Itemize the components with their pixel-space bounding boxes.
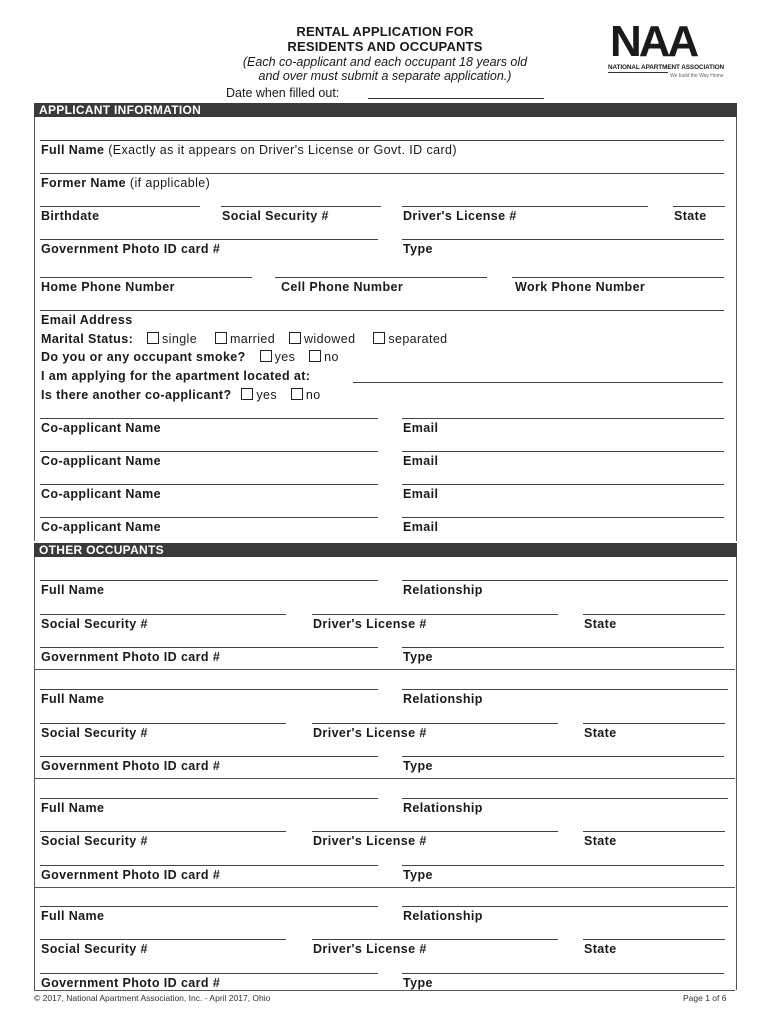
occupant-state-label: State bbox=[584, 726, 617, 740]
occupant-gov-id-label: Government Photo ID card # bbox=[41, 650, 221, 664]
work-phone-label: Work Phone Number bbox=[515, 280, 646, 294]
occupant-divider bbox=[34, 778, 735, 779]
home-phone-field[interactable] bbox=[40, 277, 252, 278]
occupant-dl-label: Driver's License # bbox=[313, 726, 427, 740]
coapplicant-yes-label: yes bbox=[256, 388, 278, 402]
form-title-line-1: RENTAL APPLICATION FOR bbox=[296, 24, 474, 39]
coapplicant-no-checkbox[interactable] bbox=[291, 388, 303, 400]
coapplicant-email-label: Email bbox=[403, 421, 439, 435]
occupant-dl-field[interactable] bbox=[312, 614, 558, 615]
apartment-label: I am applying for the apartment located at: bbox=[41, 369, 311, 383]
coapplicant-question-row bbox=[41, 388, 331, 402]
coapplicant-name-label: Co-applicant Name bbox=[41, 520, 162, 534]
occupant-divider bbox=[34, 887, 735, 888]
occupant-full-name-label: Full Name bbox=[41, 692, 105, 706]
former-name-field[interactable] bbox=[40, 173, 724, 174]
marital-separated-label: separated bbox=[388, 332, 448, 346]
apartment-address-field[interactable] bbox=[353, 382, 723, 383]
marital-separated-checkbox[interactable] bbox=[373, 332, 385, 344]
occupant-dl-field[interactable] bbox=[312, 831, 558, 832]
occupant-ssn-label: Social Security # bbox=[41, 617, 148, 631]
occupant-dl-label: Driver's License # bbox=[313, 942, 427, 956]
occupant-type-field[interactable] bbox=[402, 865, 724, 866]
occupant-relationship-label: Relationship bbox=[403, 909, 483, 923]
occupant-gov-id-label: Government Photo ID card # bbox=[41, 976, 221, 990]
marital-widowed-checkbox[interactable] bbox=[289, 332, 301, 344]
work-phone-field[interactable] bbox=[512, 277, 724, 278]
occupant-type-label: Type bbox=[403, 759, 433, 773]
form-title-line-2: RESIDENTS AND OCCUPANTS bbox=[287, 39, 483, 54]
occupant-gov-id-field[interactable] bbox=[40, 973, 378, 974]
coapplicant-email-field[interactable] bbox=[402, 418, 724, 419]
date-filled-label: Date when filled out: bbox=[226, 86, 340, 100]
coapplicant-no-label: no bbox=[305, 388, 321, 402]
occupant-type-label: Type bbox=[403, 650, 433, 664]
occupant-type-field[interactable] bbox=[402, 647, 724, 648]
applicant-section-header: APPLICANT INFORMATION bbox=[34, 103, 737, 117]
occupants-section-header: OTHER OCCUPANTS bbox=[34, 543, 737, 557]
occupant-full-name-label: Full Name bbox=[41, 583, 105, 597]
full-name-label bbox=[41, 143, 457, 157]
occupant-state-label: State bbox=[584, 942, 617, 956]
occupant-relationship-field[interactable] bbox=[402, 798, 728, 799]
occupant-state-field[interactable] bbox=[583, 939, 725, 940]
smoke-no-checkbox[interactable] bbox=[309, 350, 321, 362]
page-number: Page 1 of 6 bbox=[683, 993, 727, 1003]
logo-divider bbox=[608, 72, 668, 73]
gov-id-field[interactable] bbox=[40, 239, 378, 240]
smoke-yes-label: yes bbox=[274, 350, 296, 364]
occupant-ssn-field[interactable] bbox=[40, 723, 286, 724]
marital-married-label: married bbox=[229, 332, 276, 346]
copyright-footer: © 2017, National Apartment Association, Inc. - April 2017, Ohio bbox=[34, 993, 271, 1003]
ssn-field[interactable] bbox=[221, 206, 381, 207]
former-name-note: (if applicable) bbox=[129, 176, 211, 190]
occupant-dl-label: Driver's License # bbox=[313, 834, 427, 848]
marital-status-row bbox=[41, 332, 458, 346]
naa-logo-name: NATIONAL APARTMENT ASSOCIATION bbox=[608, 64, 725, 71]
full-name-field[interactable] bbox=[40, 140, 724, 141]
naa-logo-tagline: We build the Way Home bbox=[670, 73, 724, 79]
gov-id-type-field[interactable] bbox=[402, 239, 724, 240]
coapplicant-name-field[interactable] bbox=[40, 517, 378, 518]
occupant-ssn-field[interactable] bbox=[40, 939, 286, 940]
smoke-question: Do you or any occupant smoke? bbox=[41, 350, 246, 364]
coapplicant-name-field[interactable] bbox=[40, 451, 378, 452]
occupant-type-label: Type bbox=[403, 868, 433, 882]
gov-id-label: Government Photo ID card # bbox=[41, 242, 221, 256]
former-name-label bbox=[41, 176, 210, 190]
occupant-divider bbox=[34, 669, 735, 670]
coapplicant-yes-checkbox[interactable] bbox=[241, 388, 253, 400]
occupant-full-name-label: Full Name bbox=[41, 801, 105, 815]
email-field[interactable] bbox=[40, 310, 724, 311]
home-phone-label: Home Phone Number bbox=[41, 280, 175, 294]
occupant-relationship-field[interactable] bbox=[402, 906, 728, 907]
marital-widowed-label: widowed bbox=[304, 332, 356, 346]
occupant-relationship-label: Relationship bbox=[403, 801, 483, 815]
coapplicant-question: Is there another co-applicant? bbox=[41, 388, 232, 402]
naa-logo-mark: NAA bbox=[610, 17, 697, 66]
occupant-relationship-label: Relationship bbox=[403, 692, 483, 706]
state-field[interactable] bbox=[673, 206, 725, 207]
occupant-state-field[interactable] bbox=[583, 831, 725, 832]
occupant-full-name-label: Full Name bbox=[41, 909, 105, 923]
occupant-ssn-label: Social Security # bbox=[41, 942, 148, 956]
former-name-label-text: Former Name bbox=[41, 176, 126, 190]
naa-logo bbox=[608, 17, 738, 82]
occupant-full-name-field[interactable] bbox=[40, 798, 378, 799]
form-subtitle-line-1: (Each co-applicant and each occupant 18 years old bbox=[242, 55, 528, 69]
occupant-gov-id-field[interactable] bbox=[40, 647, 378, 648]
full-name-note: (Exactly as it appears on Driver's License or Govt. ID card) bbox=[108, 143, 457, 157]
birthdate-label: Birthdate bbox=[41, 209, 100, 223]
occupant-ssn-field[interactable] bbox=[40, 831, 286, 832]
coapplicant-email-label: Email bbox=[403, 487, 439, 501]
gov-id-type-label: Type bbox=[403, 242, 433, 256]
drivers-license-field[interactable] bbox=[402, 206, 648, 207]
smoke-no-label: no bbox=[324, 350, 339, 364]
ssn-label: Social Security # bbox=[222, 209, 329, 223]
marital-married-checkbox[interactable] bbox=[215, 332, 227, 344]
occupant-state-field[interactable] bbox=[583, 723, 725, 724]
coapplicant-email-field[interactable] bbox=[402, 451, 724, 452]
occupant-full-name-field[interactable] bbox=[40, 580, 378, 581]
occupant-gov-id-label: Government Photo ID card # bbox=[41, 868, 221, 882]
occupant-gov-id-field[interactable] bbox=[40, 756, 378, 757]
occupant-ssn-label: Social Security # bbox=[41, 834, 148, 848]
date-filled-field[interactable] bbox=[368, 98, 544, 99]
occupant-type-field[interactable] bbox=[402, 973, 724, 974]
coapplicant-name-label: Co-applicant Name bbox=[41, 421, 162, 435]
occupant-relationship-field[interactable] bbox=[402, 580, 728, 581]
coapplicant-name-label: Co-applicant Name bbox=[41, 454, 162, 468]
full-name-label-text: Full Name bbox=[41, 143, 105, 157]
coapplicant-name-field[interactable] bbox=[40, 418, 378, 419]
cell-phone-label: Cell Phone Number bbox=[281, 280, 404, 294]
occupant-relationship-field[interactable] bbox=[402, 689, 728, 690]
occupant-dl-field[interactable] bbox=[312, 939, 558, 940]
form-subtitle-line-2: and over must submit a separate application.) bbox=[258, 69, 512, 83]
occupant-gov-id-label: Government Photo ID card # bbox=[41, 759, 221, 773]
occupant-relationship-label: Relationship bbox=[403, 583, 483, 597]
occupant-state-field[interactable] bbox=[583, 614, 725, 615]
marital-single-label: single bbox=[162, 332, 198, 346]
coapplicant-email-field[interactable] bbox=[402, 484, 724, 485]
state-label: State bbox=[674, 209, 707, 223]
smoke-yes-checkbox[interactable] bbox=[260, 350, 272, 362]
birthdate-field[interactable] bbox=[40, 206, 200, 207]
occupant-state-label: State bbox=[584, 617, 617, 631]
occupant-dl-label: Driver's License # bbox=[313, 617, 427, 631]
occupant-dl-field[interactable] bbox=[312, 723, 558, 724]
coapplicant-email-label: Email bbox=[403, 520, 439, 534]
occupant-type-label: Type bbox=[403, 976, 433, 990]
occupant-gov-id-field[interactable] bbox=[40, 865, 378, 866]
coapplicant-email-label: Email bbox=[403, 454, 439, 468]
section-bottom-border bbox=[34, 990, 735, 991]
cell-phone-field[interactable] bbox=[275, 277, 487, 278]
marital-status-label: Marital Status: bbox=[41, 332, 134, 346]
coapplicant-name-field[interactable] bbox=[40, 484, 378, 485]
coapplicant-email-field[interactable] bbox=[402, 517, 724, 518]
marital-single-checkbox[interactable] bbox=[147, 332, 159, 344]
occupant-full-name-field[interactable] bbox=[40, 906, 378, 907]
occupant-ssn-label: Social Security # bbox=[41, 726, 148, 740]
occupant-ssn-field[interactable] bbox=[40, 614, 286, 615]
occupant-state-label: State bbox=[584, 834, 617, 848]
occupant-type-field[interactable] bbox=[402, 756, 724, 757]
occupant-full-name-field[interactable] bbox=[40, 689, 378, 690]
smoke-row bbox=[41, 350, 349, 364]
drivers-license-label: Driver's License # bbox=[403, 209, 517, 223]
coapplicant-name-label: Co-applicant Name bbox=[41, 487, 162, 501]
email-label: Email Address bbox=[41, 313, 133, 327]
